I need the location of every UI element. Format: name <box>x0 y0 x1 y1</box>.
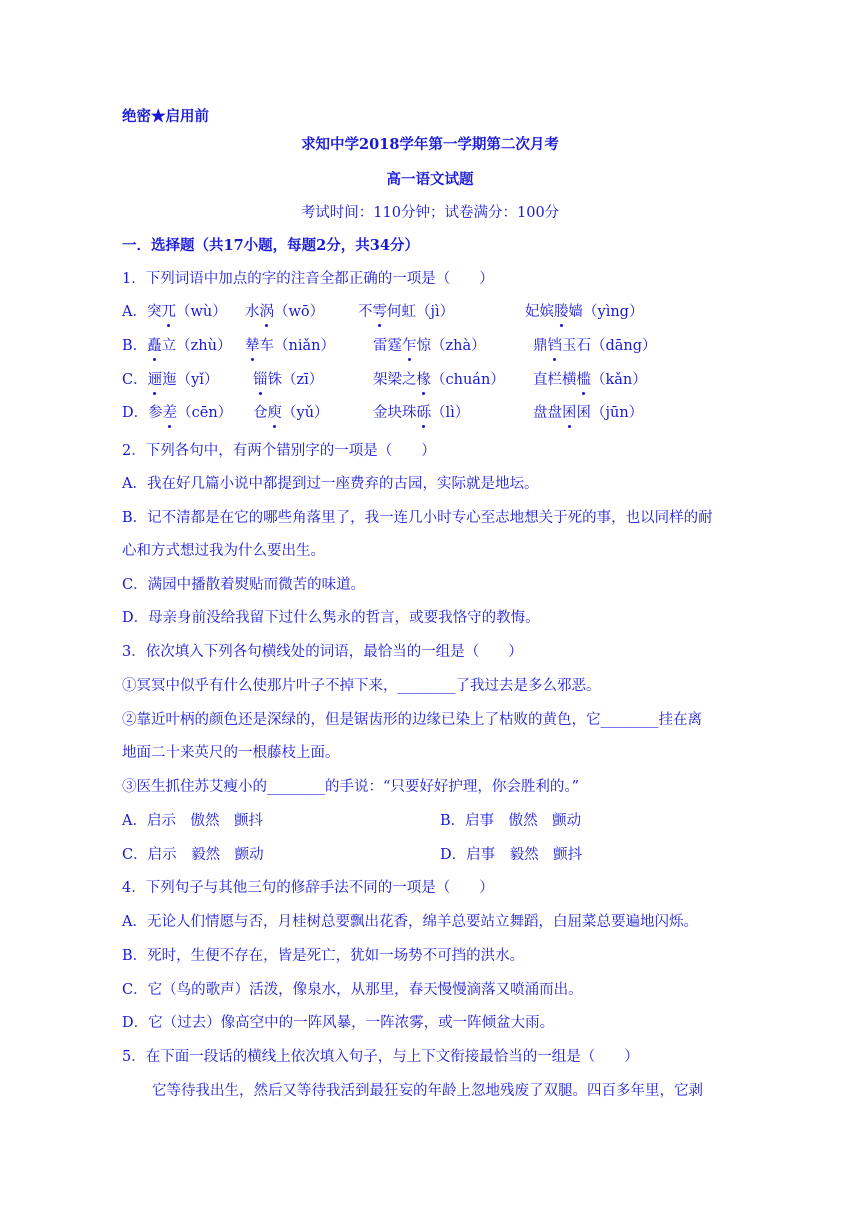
question-3-stem: 3．依次填入下列各句横线处的词语，最恰当的一组是（ ） <box>122 644 523 660</box>
question-4-stem: 4．下列句子与其他三句的修辞手法不同的一项是（ ） <box>122 880 494 896</box>
q1-option-a-1: A．突兀（wù） <box>122 304 227 320</box>
secret-label: 绝密★启用前 <box>122 108 209 125</box>
q2-option-b-line2: 心和方式想过我为什么要出生。 <box>122 543 325 559</box>
section-heading: 一．选择题（共17小题，每题2分，共34分） <box>122 237 419 254</box>
q3-option-b: B．启事 傲然 颤动 <box>440 813 582 829</box>
q4-option-c: C．它（鸟的歌声）活泼，像泉水，从那里，春天慢慢滴落又喷涌而出。 <box>122 982 583 998</box>
q3-option-c: C．启示 毅然 颤动 <box>122 847 264 863</box>
q1-option-c-3: 架梁之椽（chuán） <box>373 372 505 388</box>
q3-sentence-3: ③医生抓住苏艾瘦小的________的手说：“只要好好护理，你会胜利的。” <box>122 779 580 795</box>
q1-option-a-3: 不雩何虹（jì） <box>358 304 455 320</box>
q1-option-d-4: 盘盘囷囷（jūn） <box>533 405 644 421</box>
q3-sentence-1: ①冥冥中似乎有什么使那片叶子不掉下来，________了我过去是多么邪恶。 <box>122 678 601 694</box>
q2-option-b-line1: B．记不清都是在它的哪些角落里了，我一连几小时专心至志地想关于死的事，也以同样的耐 <box>122 510 713 526</box>
q5-passage-line1: 它等待我出生，然后又等待我活到最狂妄的年龄上忽地残废了双腿。四百多年里，它剥 <box>152 1083 703 1099</box>
q1-option-c-1: C．逦迤（yǐ） <box>122 372 219 388</box>
q1-option-a-4: 妃嫔媵嫱（yìng） <box>525 304 644 320</box>
q1-option-b-4: 鼎铛玉石（dāng） <box>533 338 657 354</box>
q3-option-d: D．启事 毅然 颤抖 <box>440 847 583 863</box>
q1-option-c-4: 直栏横槛（kǎn） <box>533 372 647 388</box>
q1-option-d-2: 仓庾（yǔ） <box>253 405 329 421</box>
paper-subtitle: 高一语文试题 <box>386 171 474 188</box>
q1-option-b-3: 雷霆乍惊（zhà） <box>373 338 486 354</box>
q4-option-a: A．无论人们情愿与否，月桂树总要飘出花香，绵羊总要站立舞蹈，白屈菜总要遍地闪烁。 <box>122 914 698 930</box>
exam-meta: 考试时间：110分钟；试卷满分：100分 <box>300 205 560 221</box>
q2-option-a: A．我在好几篇小说中都提到过一座费弃的古园，实际就是地坛。 <box>122 476 539 492</box>
q4-option-d: D．它（过去）像高空中的一阵风暴，一阵浓雾，或一阵倾盆大雨。 <box>122 1015 555 1031</box>
q1-option-b-1: B．矗立（zhù） <box>122 338 232 354</box>
q3-option-a: A．启示 傲然 颤抖 <box>122 813 263 829</box>
q3-sentence-2-line1: ②靠近叶柄的颜色还是深绿的，但是锯齿形的边缘已染上了枯败的黄色，它________挂在离 <box>122 712 702 728</box>
question-5-stem: 5．在下面一段话的横线上依次填入句子，与上下文衔接最恰当的一组是（ ） <box>122 1049 639 1065</box>
q1-option-d-1: D．参差（cēn） <box>122 405 233 421</box>
exam-title: 求知中学2018学年第一学期第二次月考 <box>301 136 559 153</box>
q2-option-d: D．母亲身前没给我留下过什么隽永的哲言，或要我恪守的教悔。 <box>122 610 540 626</box>
question-2-stem: 2．下列各句中，有两个错别字的一项是（ ） <box>122 443 436 459</box>
q1-option-c-2: 锱铢（zī） <box>253 372 324 388</box>
q1-option-b-2: 辇车（niǎn） <box>245 338 335 354</box>
q4-option-b: B．死时，生便不存在，皆是死亡，犹如一场势不可挡的洪水。 <box>122 948 525 964</box>
q3-sentence-2-line2: 地面二十来英尺的一根藤枝上面。 <box>122 745 340 761</box>
question-1-stem: 1．下列词语中加点的字的注音全都正确的一项是（ ） <box>122 271 494 287</box>
q2-option-c: C．满园中播散着熨贴而微苦的味道。 <box>122 577 366 593</box>
q1-option-a-2: 水涡（wō） <box>245 304 325 320</box>
q1-option-d-3: 金块珠砾（lì） <box>373 405 470 421</box>
